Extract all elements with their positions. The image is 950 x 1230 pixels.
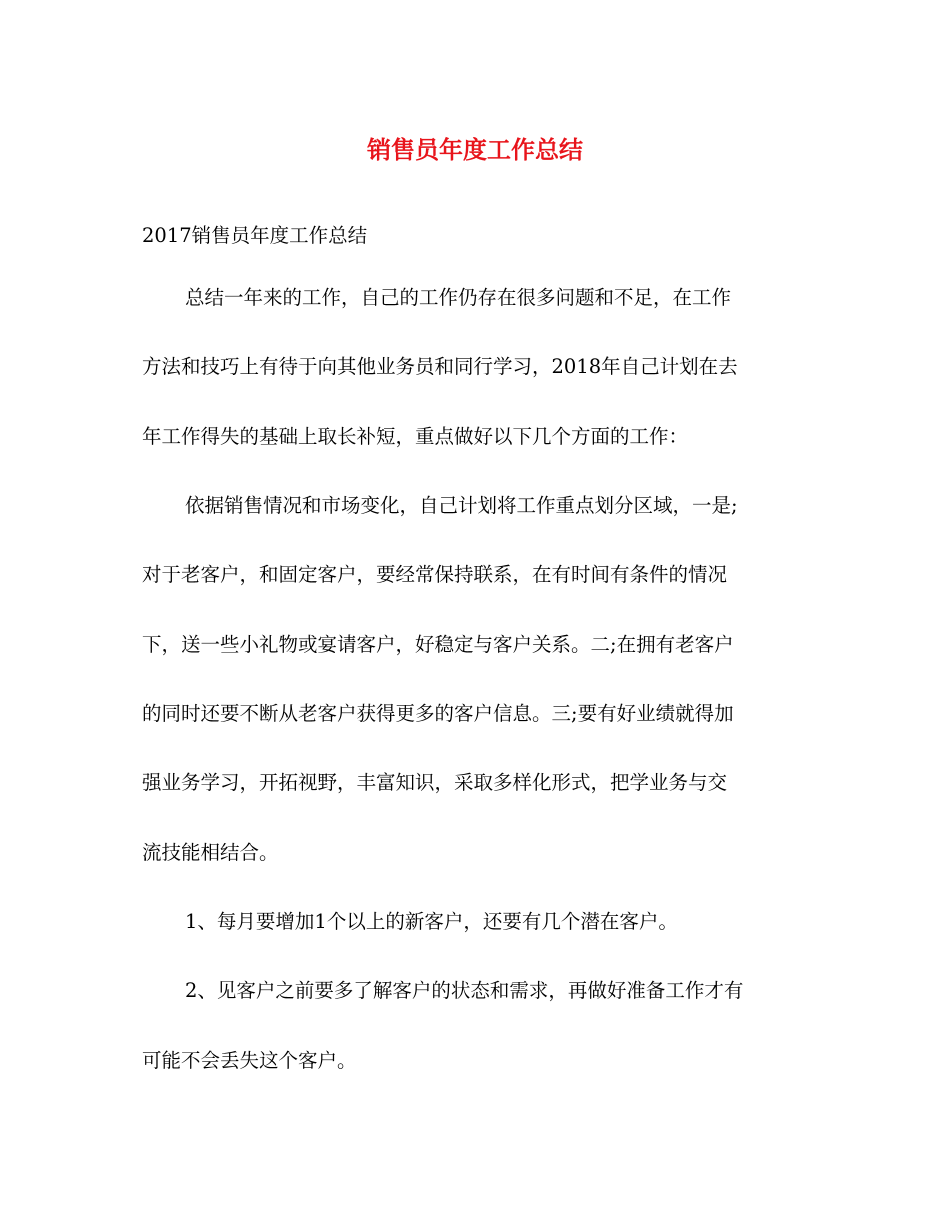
paragraph-line: 下，送一些小礼物或宴请客户，好稳定与客户关系。二;在拥有老客户 bbox=[142, 633, 734, 656]
paragraph-line: 可能不会丢失这个客户。 bbox=[142, 1049, 357, 1072]
document-subtitle: 2017销售员年度工作总结 bbox=[142, 224, 368, 247]
paragraph-line: 流技能相结合。 bbox=[142, 841, 279, 864]
paragraph-line: 总结一年来的工作，自己的工作仍存在很多问题和不足，在工作 bbox=[185, 286, 732, 309]
document-title: 销售员年度工作总结 bbox=[367, 135, 583, 164]
paragraph-line: 的同时还要不断从老客户获得更多的客户信息。三;要有好业绩就得加 bbox=[142, 702, 734, 725]
list-item: 2、见客户之前要多了解客户的状态和需求，再做好准备工作才有 bbox=[185, 979, 744, 1002]
paragraph-line: 强业务学习，开拓视野，丰富知识，采取多样化形式，把学业务与交 bbox=[142, 771, 728, 794]
list-item: 1、每月要增加1个以上的新客户，还要有几个潜在客户。 bbox=[185, 910, 678, 933]
paragraph-line: 依据销售情况和市场变化，自己计划将工作重点划分区域，一是; bbox=[185, 494, 738, 517]
paragraph-line: 年工作得失的基础上取长补短，重点做好以下几个方面的工作： bbox=[142, 425, 689, 448]
paragraph-line: 方法和技巧上有待于向其他业务员和同行学习，2018年自己计划在去 bbox=[142, 355, 738, 378]
paragraph-line: 对于老客户，和固定客户，要经常保持联系，在有时间有条件的情况 bbox=[142, 563, 728, 586]
